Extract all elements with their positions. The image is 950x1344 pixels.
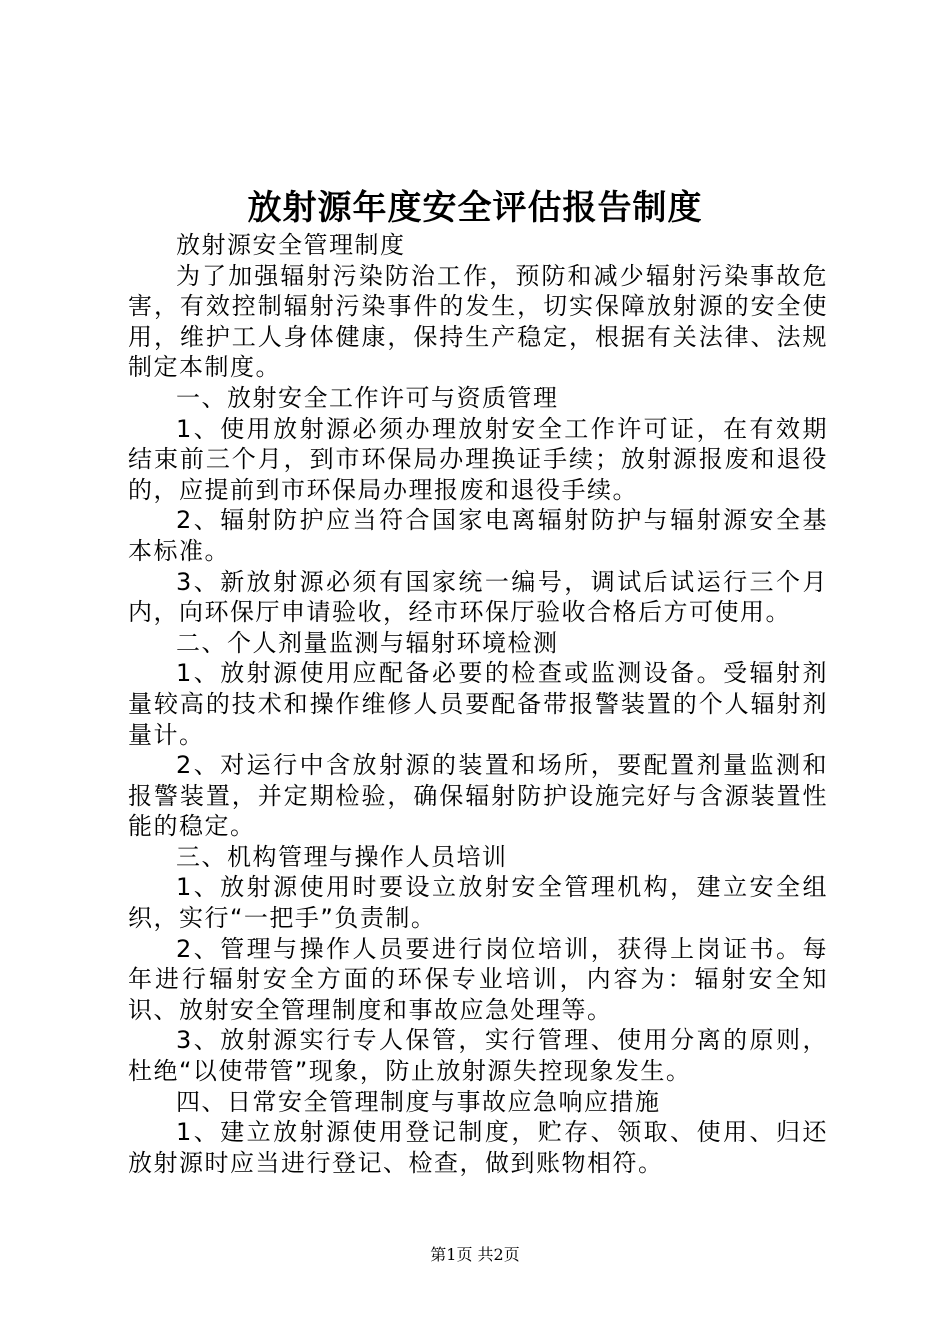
paragraph-3-1: 1、放射源使用时要设立放射安全管理机构，建立安全组织，实行“一把手”负责制。 <box>128 873 828 933</box>
paragraph-2-2: 2、对运行中含放射源的装置和场所，要配置剂量监测和报警装置，并定期检验，确保辐射防护设施完好与含源装置性能的稳定。 <box>128 751 828 841</box>
paragraph-1-2: 2、辐射防护应当符合国家电离辐射防护与辐射源安全基本标准。 <box>128 506 828 565</box>
document-title: 放射源年度安全评估报告制度 <box>247 188 703 228</box>
paragraph-subtitle: 放射源安全管理制度 <box>176 231 406 259</box>
paragraph-4-1: 1、建立放射源使用登记制度，贮存、领取、使用、归还放射源时应当进行登记、检查，做到账物相符。 <box>128 1118 828 1177</box>
page-footer: 第1页 共2页 <box>430 1245 520 1264</box>
paragraph-2-1: 1、放射源使用应配备必要的检查或监测设备。受辐射剂量较高的技术和操作维修人员要配备带报警装置的个人辐射剂量计。 <box>128 659 828 749</box>
paragraph-1-3: 3、新放射源必须有国家统一编号，调试后试运行三个月内，向环保厅申请验收，经市环保厅验收合格后方可使用。 <box>128 567 828 627</box>
paragraph-intro: 为了加强辐射污染防治工作，预防和减少辐射污染事故危害，有效控制辐射污染事件的发生，切实保障放射源的安全使用，维护工人身体健康，保持生产稳定，根据有关法律、法规制定本制度。 <box>128 261 828 382</box>
paragraph-1-1: 1、使用放射源必须办理放射安全工作许可证，在有效期结束前三个月，到市环保局办理换证手续；放射源报废和退役的，应提前到市环保局办理报废和退役手续。 <box>128 414 828 504</box>
section-heading-3: 三、机构管理与操作人员培训 <box>176 842 508 871</box>
section-heading-1: 一、放射安全工作许可与资质管理 <box>176 383 559 412</box>
section-heading-4: 四、日常安全管理制度与事故应急响应措施 <box>176 1087 661 1116</box>
paragraph-3-2: 2、管理与操作人员要进行岗位培训，获得上岗证书。每年进行辐射安全方面的环保专业培训，内容为：辐射安全知识、放射安全管理制度和事故应急处理等。 <box>128 934 828 1024</box>
paragraph-3-3: 3、放射源实行专人保管，实行管理、使用分离的原则，杜绝“以使带管”现象，防止放射源失控现象发生。 <box>128 1026 828 1086</box>
section-heading-2: 二、个人剂量监测与辐射环境检测 <box>176 628 559 657</box>
document-body <box>128 230 828 1178</box>
